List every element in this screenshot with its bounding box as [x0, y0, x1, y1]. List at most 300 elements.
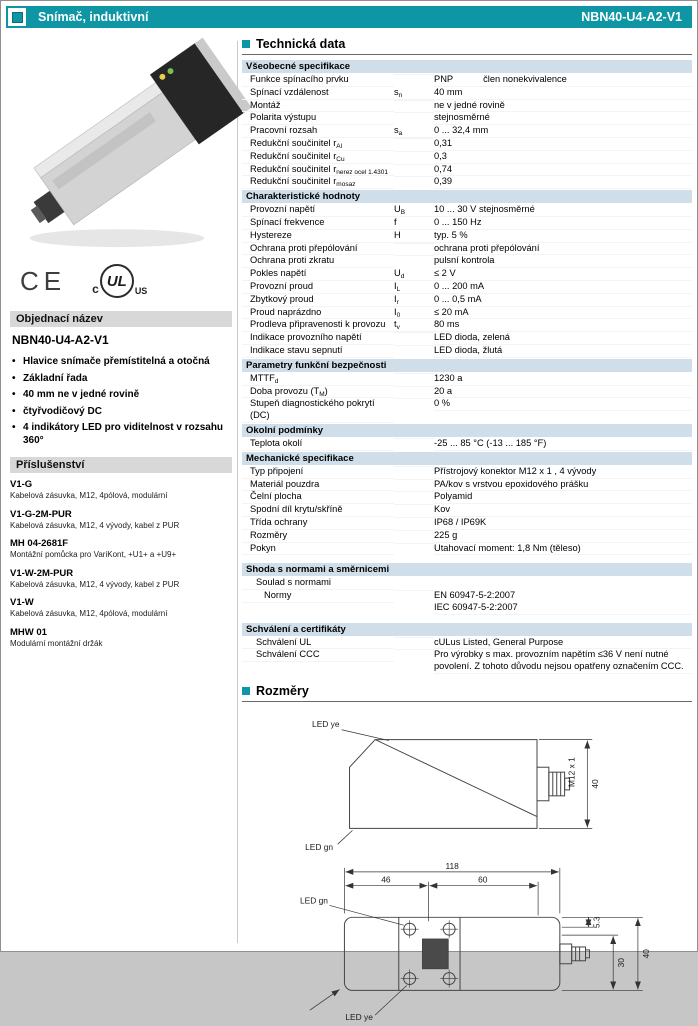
spec-value-text: Utahovací moment: 1,8 Nm (těleso) [434, 542, 581, 553]
spec-label [242, 74, 394, 87]
section-rows-functional-safety [242, 373, 692, 423]
feature-item: • 40 mm ne v jedné rovině [10, 389, 232, 402]
spec-value [434, 268, 692, 281]
spec-label [242, 112, 394, 125]
spec-value [434, 307, 692, 320]
document-title: Snímač, induktivní [38, 10, 149, 24]
feature-item: • 4 indikátory LED pro viditelnost v rozsahu 360° [10, 422, 232, 447]
technical-data-table [242, 60, 692, 674]
spec-symbol-subscript: 0 [396, 311, 401, 319]
spec-symbol [394, 517, 434, 518]
spec-row [242, 307, 692, 320]
spec-symbol [394, 543, 434, 544]
spec-label [242, 217, 394, 230]
spec-value-text: ≤ 2 V [434, 268, 456, 279]
spec-row [242, 517, 692, 530]
spec-symbol-subscript: L [396, 285, 401, 293]
spec-label-text: Zbytkový proud [250, 293, 314, 304]
accessories-list [10, 479, 232, 648]
spec-row [242, 386, 692, 399]
dimension-c-label: 5.3 [591, 916, 602, 929]
spec-value-text: PNP [434, 74, 454, 84]
spec-symbol [394, 100, 434, 101]
accessory-code: V1-W [10, 597, 34, 608]
spec-value-text: 0,39 [434, 176, 453, 187]
accessory-item [10, 479, 232, 501]
technical-data-title: Technická data [256, 37, 346, 51]
led-green-label: LED gn [305, 842, 334, 853]
spec-label [242, 138, 394, 151]
led-green-label: LED gn [299, 895, 328, 906]
spec-value-text: ochrana proti přepólování [434, 242, 540, 253]
spec-label-text: Redukční součinitel r [250, 163, 337, 174]
approval-ul-label: Schválení UL [242, 637, 394, 650]
brand-logo-inner-square [12, 12, 23, 23]
spec-symbol [394, 151, 434, 152]
spec-symbol [394, 307, 434, 320]
spec-row [242, 438, 692, 451]
spec-value [434, 398, 692, 411]
approval-ul-row [242, 637, 692, 650]
spec-value [434, 479, 692, 492]
spec-value-text: 0 ... 0,5 mA [434, 293, 482, 304]
spec-row [242, 398, 692, 423]
spec-label [242, 255, 394, 268]
spec-label [242, 491, 394, 504]
spec-value-text: LED dioda, žlutá [434, 344, 503, 355]
document-part-number: NBN40-U4-A2-V1 [581, 10, 682, 24]
spec-label [242, 466, 394, 479]
dimensions-title: Rozměry [256, 684, 309, 699]
spec-label-text: Ochrana proti zkratu [250, 255, 335, 266]
spec-row [242, 87, 692, 100]
order-designation-header: Objednací název [10, 311, 232, 327]
spec-label-text: Montáž [250, 99, 281, 110]
spec-label [242, 204, 394, 217]
spec-label [242, 176, 394, 189]
spec-value [434, 255, 692, 268]
spec-label [242, 100, 394, 113]
brand-logo-icon [8, 8, 26, 26]
spec-label [242, 307, 394, 320]
spec-label-subscript: Al [336, 142, 343, 150]
spec-value [434, 504, 692, 517]
spec-label-subscript: nerez ocel 1.4301 [336, 168, 388, 176]
spec-symbol [394, 398, 434, 399]
spec-symbol [394, 125, 434, 138]
spec-value-text: 0,31 [434, 137, 453, 148]
spec-label [242, 504, 394, 517]
spec-label-text: Třída ochrany [250, 516, 308, 527]
section-rows-mechanical [242, 466, 692, 556]
connector-thread-label: M12 x 1 [566, 757, 577, 788]
section-rows-characteristic [242, 204, 692, 358]
accessory-description: Kabelová zásuvka, M12, 4 vývody, kabel z PUR [10, 579, 180, 589]
spec-label [242, 87, 394, 100]
spec-label [242, 386, 394, 399]
spec-value-text: -25 ... 85 °C (-13 ... 185 °F) [434, 437, 547, 448]
spec-row [242, 479, 692, 492]
feature-item: • čtyřvodičový DC [10, 406, 232, 419]
norms-row [242, 590, 692, 615]
led-yellow-label: LED ye [312, 718, 340, 729]
spec-symbol [394, 491, 434, 492]
spec-label-text: Teplota okolí [250, 437, 303, 448]
approval-ul-symbol [394, 637, 434, 638]
spec-label-subscript: mosaz [336, 181, 356, 189]
spec-symbol [394, 176, 434, 177]
certification-marks [20, 261, 232, 301]
spec-value [434, 294, 692, 307]
spec-label-text: Ochrana proti přepólování [250, 242, 358, 253]
spec-value-text: ne v jedné rovině [434, 99, 505, 110]
spec-value [434, 491, 692, 504]
spec-label-subscript: M [319, 390, 325, 398]
spec-label [242, 294, 394, 307]
norm-line-2: IEC 60947-5-2:2007 [434, 601, 518, 612]
norms-group-row [242, 577, 692, 590]
dimension-drawing-side-view [248, 710, 678, 858]
dimension-a-label: 46 [381, 874, 391, 885]
spec-value [434, 112, 692, 125]
accessory-description: Kabelová zásuvka, M12, 4 vývody, kabel z PUR [10, 520, 180, 530]
spec-symbol-subscript: n [398, 91, 403, 99]
spec-label-text: Redukční součinitel r [250, 176, 337, 187]
spec-symbol [394, 345, 434, 346]
feature-list [10, 356, 232, 447]
spec-row [242, 217, 692, 230]
ce-mark: CE [20, 265, 67, 296]
section-header-ambient: Okolní podmínky [242, 424, 692, 437]
spec-row [242, 151, 692, 164]
spec-value [434, 543, 692, 556]
spec-value-text: pulsní kontrola [434, 255, 495, 266]
spec-label [242, 332, 394, 345]
spec-value [434, 230, 692, 243]
spec-symbol-subscript: v [396, 324, 400, 332]
dimension-drawing-top-view [248, 860, 678, 1026]
norms-symbol [394, 590, 434, 591]
spec-value [434, 74, 692, 87]
spec-symbol [394, 319, 434, 332]
spec-value [434, 517, 692, 530]
accessories-header: Příslušenství [10, 457, 232, 473]
spec-value [434, 87, 692, 100]
spec-value-extra: člen nonekvivalence [483, 74, 567, 84]
spec-symbol [394, 217, 434, 230]
spec-label [242, 268, 394, 281]
spec-row [242, 294, 692, 307]
accessory-item [10, 597, 232, 619]
section-header-norms: Shoda s normami a směrnicemi [242, 563, 692, 576]
spec-label-text: Prodleva připravenosti k provozu [250, 319, 386, 330]
spec-row [242, 281, 692, 294]
spec-value-text: 40 mm [434, 86, 463, 97]
spec-label [242, 479, 394, 492]
spec-label-text: Hystereze [250, 229, 292, 240]
spec-value [434, 243, 692, 256]
spec-row [242, 125, 692, 138]
section-header-functional-safety: Parametry funkční bezpečnosti [242, 359, 692, 372]
spec-symbol [394, 268, 434, 281]
norms-group-label: Soulad s normami [242, 577, 394, 590]
spec-row [242, 504, 692, 517]
spec-label [242, 230, 394, 243]
spec-value [434, 217, 692, 230]
spec-label-text: Pokles napětí [250, 268, 307, 279]
cul-us-mark [92, 264, 147, 298]
spec-row [242, 530, 692, 543]
spec-label-text: Stupeň diagnostického pokrytí (DC) [250, 398, 375, 421]
spec-value-text: 80 ms [434, 319, 460, 330]
spec-value-text: stejnosměrné [434, 112, 490, 123]
spec-label-text: Pokyn [250, 542, 276, 553]
spec-value-text: Kov [434, 504, 451, 515]
title-bar [6, 6, 692, 28]
spec-symbol [394, 466, 434, 467]
approval-ccc-row [242, 649, 692, 674]
spec-value-text: typ. 5 % [434, 229, 468, 240]
spec-symbol [394, 332, 434, 333]
spec-label [242, 438, 394, 451]
spec-symbol-text: I [394, 280, 397, 291]
spec-symbol [394, 164, 434, 165]
spec-value [434, 345, 692, 358]
spec-label [242, 125, 394, 138]
spec-value [434, 386, 692, 399]
spec-symbol-subscript: r [396, 298, 399, 306]
approval-ul-value: cULus Listed, General Purpose [434, 637, 692, 650]
led-yellow-label: LED ye [345, 1012, 373, 1023]
spec-label-text: Polarita výstupu [250, 112, 317, 123]
spec-row [242, 164, 692, 177]
spec-label-text: Provozní proud [250, 280, 314, 291]
spec-label [242, 517, 394, 530]
accessory-code: V1-G-2M-PUR [10, 508, 72, 520]
spec-value-text: ≤ 20 mA [434, 306, 469, 317]
spec-label-text: Indikace provozního napětí [250, 332, 362, 343]
spec-row [242, 74, 692, 87]
spec-value [434, 100, 692, 113]
technical-data-column [242, 37, 692, 1026]
spec-symbol [394, 479, 434, 480]
spec-symbol-subscript: a [398, 130, 403, 138]
spec-label-text: Funkce spínacího prvku [250, 74, 349, 84]
spec-label-text: Indikace stavu sepnutí [250, 344, 343, 355]
spec-row [242, 345, 692, 358]
ul-us-label: US [134, 286, 148, 296]
spec-label-text: Pracovní rozsah [250, 125, 318, 136]
technical-data-heading [242, 37, 692, 55]
section-header-general: Všeobecné specifikace [242, 60, 692, 73]
spec-label-subscript: Cu [336, 155, 345, 163]
accessory-code: MHW 01 [10, 626, 47, 638]
spec-value [434, 319, 692, 332]
spec-value [434, 530, 692, 543]
spec-row [242, 332, 692, 345]
spec-row [242, 243, 692, 256]
dimension-e-label: 40 [640, 949, 651, 959]
spec-symbol [394, 230, 434, 243]
accessory-description: Modulární montážní držák [10, 638, 103, 648]
spec-row [242, 466, 692, 479]
spec-value [434, 204, 692, 217]
spec-label-text: Doba provozu (T [250, 385, 320, 396]
accessory-item [10, 509, 232, 531]
spec-row [242, 255, 692, 268]
spec-symbol [394, 504, 434, 505]
spec-label [242, 164, 394, 177]
approval-ccc-label: Schválení CCC [242, 649, 394, 662]
spec-label-text: Typ připojení [250, 465, 304, 476]
spec-symbol [394, 138, 434, 139]
feature-item: • Hlavice snímače přemístitelná a otočná [10, 356, 232, 369]
spec-value-text: 0 ... 150 Hz [434, 216, 482, 227]
spec-symbol-subscript: B [400, 209, 406, 217]
spec-value-text: 0,3 [434, 150, 447, 161]
section-header-mechanical: Mechanické specifikace [242, 452, 692, 465]
accessory-description: Montážní pomůcka pro VariKont, +U1+ a +U9+ [10, 550, 177, 559]
spec-label-text: MTTF [250, 372, 275, 383]
spec-symbol [394, 294, 434, 307]
accessory-code: V1-W-2M-PUR [10, 567, 74, 579]
spec-symbol-text: I [394, 293, 397, 304]
spec-value [434, 438, 692, 451]
spec-symbol [394, 386, 434, 387]
spec-symbol [394, 243, 434, 244]
spec-symbol [394, 87, 434, 100]
spec-value-text: 0,74 [434, 163, 453, 174]
spec-value-text: 10 ... 30 V stejnosměrné [434, 204, 535, 215]
spec-value-text: PA/kov s vrstvou epoxidového prášku [434, 478, 589, 489]
spec-symbol-text: f [394, 216, 397, 227]
section-rows-ambient [242, 438, 692, 451]
accessory-item [10, 568, 232, 590]
spec-row [242, 176, 692, 189]
spec-label-text: Spodní díl krytu/skříně [250, 504, 343, 515]
spec-label-text: Čelní plocha [250, 491, 302, 502]
norm-line-1: EN 60947-5-2:2007 [434, 590, 516, 601]
spec-value [434, 332, 692, 345]
spec-label-text: Provozní napětí [250, 204, 316, 215]
spec-row [242, 112, 692, 125]
spec-symbol [394, 255, 434, 256]
spec-label [242, 530, 394, 543]
ul-canada-label: c [92, 282, 99, 296]
spec-value-text: Přístrojový konektor M12 x 1 , 4 vývody [434, 465, 597, 476]
section-rows-general [242, 74, 692, 189]
spec-row [242, 491, 692, 504]
spec-label [242, 345, 394, 358]
spec-label-text: Redukční součinitel r [250, 150, 337, 161]
spec-symbol [394, 530, 434, 531]
spec-row [242, 543, 692, 556]
spec-symbol-text: s [394, 125, 399, 136]
accessory-description: Kabelová zásuvka, M12, 4pólová, modulární [10, 491, 168, 500]
spec-value [434, 138, 692, 151]
total-width-dimension-label: 118 [445, 860, 459, 871]
heading-accent-square-icon [242, 40, 250, 48]
approval-ccc-value: Pro výrobky s max. provozním napětím ≤36 V není nutné povolení. Z tohoto důvodu nejsou opatřeny označením CCC. [434, 649, 692, 674]
dimensions-heading [242, 684, 692, 702]
accessory-item [10, 538, 232, 560]
spec-label-end: ) [324, 385, 328, 396]
product-photo [12, 39, 222, 257]
dimension-b-label: 60 [478, 874, 488, 885]
spec-label-subscript: d [274, 377, 279, 385]
spec-value [434, 466, 692, 479]
spec-row [242, 268, 692, 281]
spec-symbol-text: U [394, 204, 401, 215]
spec-symbol-text: H [394, 229, 401, 240]
spec-label [242, 243, 394, 256]
spec-label [242, 319, 394, 332]
spec-label-text: Redukční součinitel r [250, 137, 337, 148]
spec-symbol-text: U [394, 268, 401, 279]
spec-row [242, 319, 692, 332]
spec-symbol [394, 281, 434, 294]
spec-label-text: Rozměry [250, 529, 288, 540]
spec-symbol [394, 438, 434, 439]
approval-ccc-symbol [394, 649, 434, 650]
spec-row [242, 100, 692, 113]
order-code: NBN40-U4-A2-V1 [12, 333, 109, 347]
spec-value-text: 0 ... 200 mA [434, 280, 485, 291]
spec-symbol [394, 204, 434, 217]
spec-row [242, 373, 692, 386]
spec-value [434, 281, 692, 294]
spec-value-text: LED dioda, zelená [434, 332, 510, 343]
spec-label-text: Materiál pouzdra [250, 478, 320, 489]
spec-label-text: Spínací vzdálenost [250, 86, 329, 97]
spec-value-text: 0 % [434, 398, 451, 409]
spec-value-text: 225 g [434, 529, 458, 540]
accessory-code: V1-G [10, 479, 33, 490]
spec-label [242, 373, 394, 386]
spec-symbol-text: s [394, 86, 399, 97]
spec-label [242, 151, 394, 164]
spec-value-text: 20 a [434, 385, 453, 396]
spec-row [242, 138, 692, 151]
heading-accent-square-icon [242, 687, 250, 695]
spec-symbol-text: I [394, 306, 397, 317]
spec-label [242, 398, 394, 423]
feature-item: • Základní řada [10, 373, 232, 386]
spec-symbol [394, 74, 434, 75]
dimension-d-label: 30 [616, 958, 627, 968]
accessory-description: Kabelová zásuvka, M12, 4pólová, modulární [10, 609, 168, 618]
spec-label-text: Spínací frekvence [250, 216, 325, 227]
column-divider [237, 41, 238, 943]
height-dimension-label: 40 [590, 779, 601, 789]
spec-symbol [394, 112, 434, 113]
spec-label [242, 281, 394, 294]
spec-symbol [394, 373, 434, 374]
spec-value [434, 151, 692, 164]
product-overview-column [10, 35, 232, 656]
spec-symbol-subscript: d [400, 273, 405, 281]
spec-value-text: IP68 / IP69K [434, 516, 487, 527]
norms-label: Normy [242, 590, 394, 603]
accessory-item [10, 627, 232, 649]
spec-value-text: 0 ... 32,4 mm [434, 125, 489, 136]
spec-label [242, 543, 394, 556]
spec-value-text: Polyamid [434, 491, 473, 502]
section-header-approvals: Schválení a certifikáty [242, 623, 692, 636]
spec-label-text: Proud naprázdno [250, 306, 322, 317]
norms-values [434, 590, 692, 615]
ul-logo-icon: UL [100, 264, 134, 298]
